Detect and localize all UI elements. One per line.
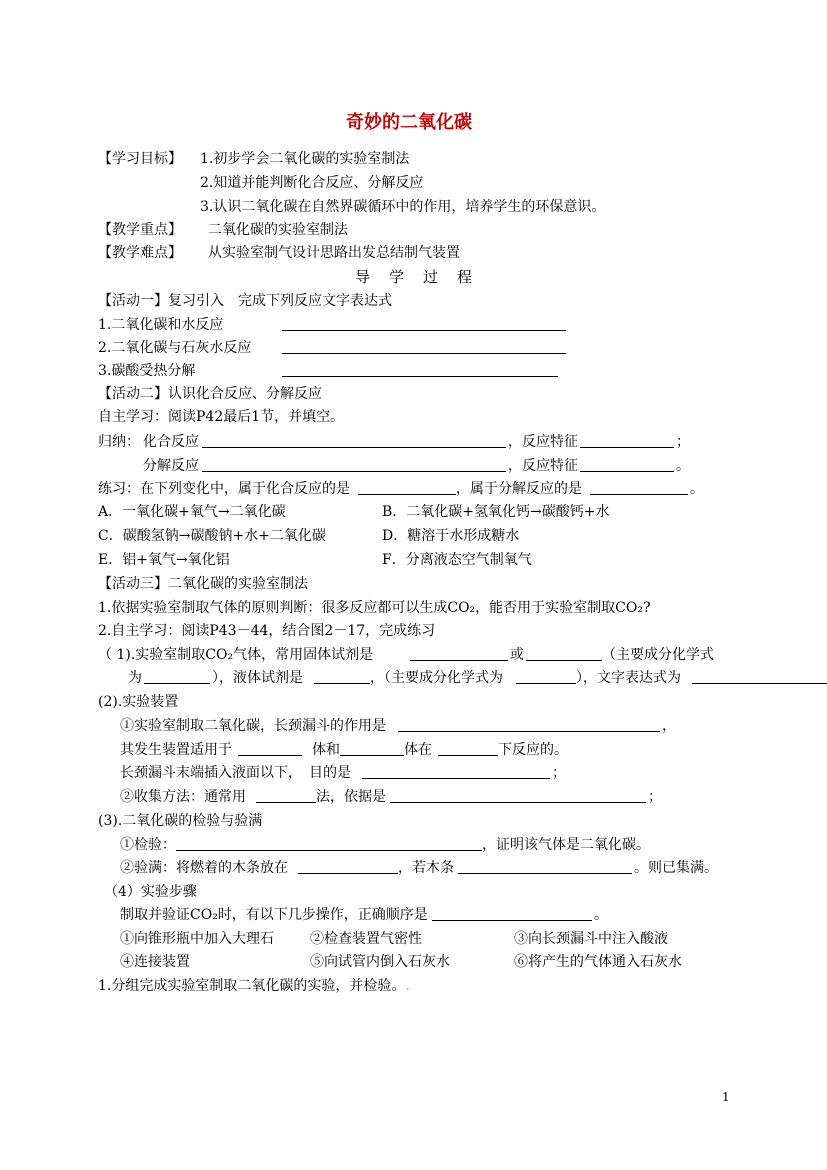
collect-method-blank[interactable] (256, 802, 316, 803)
act3-question-1: 1.依据实验室制取气体的原则判断：很多反应都可以生成CO₂，能否用于实验室制取CO₂? (98, 600, 651, 616)
part2-text-b1: 其发生装置适用于 (120, 742, 232, 758)
act3-question-2: 2.自主学习：阅读P43－44，结合图2－17，完成练习 (98, 623, 436, 639)
page-title: 奇妙的二氧化碳 (346, 112, 472, 133)
purpose-blank[interactable] (362, 778, 550, 779)
step-2: ②检查装置气密性 (310, 931, 422, 947)
part3-text-b1: ②验满：将燃着的木条放在 (120, 860, 288, 876)
act1-item-3: 3.碳酸受热分解 (98, 363, 196, 379)
combine-label: 化合反应 (143, 434, 199, 450)
option-f: F．分离液态空气制氧气 (382, 552, 532, 568)
combine-feature: ，反应特征 (508, 434, 578, 450)
act1-item-1: 1.二氧化碳和水反应 (98, 317, 224, 333)
goals-label: 【学习目标】 (98, 151, 182, 167)
state-blank-1[interactable] (238, 755, 302, 756)
part1-text-e: ），液体试剂是 (212, 670, 303, 686)
condition-blank[interactable] (438, 755, 498, 756)
page-number: 1 (722, 1090, 730, 1104)
part1-text-c: （主要成分化学式 (602, 647, 714, 663)
part3-heading: (3).二氧化碳的检验与验满 (98, 813, 263, 829)
option-b: B．二氧化碳+氢氧化钙→碳酸钙+水 (382, 504, 610, 520)
exercise-blank-1[interactable] (358, 494, 456, 495)
step-5: ⑤向试管内倒入石灰水 (310, 954, 450, 970)
act1-text: 复习引入 完成下列反应文字表达式 (168, 293, 392, 309)
option-c: C．碳酸氢钠→碳酸钠+水+二氧化碳 (98, 528, 326, 544)
step-4: ④连接装置 (120, 954, 190, 970)
decompose-label: 分解反应 (143, 458, 199, 474)
exercise-text-c: 。 (690, 481, 704, 497)
solid-reagent-blank-2[interactable] (526, 660, 602, 661)
act2-self-study: 自主学习：阅读P42最后1节，并填空。 (98, 409, 345, 425)
final-task-text: 1.分组完成实验室制取二氧化碳的实验，并检验。 (98, 978, 406, 994)
liquid-formula-blank[interactable] (516, 683, 576, 684)
difficulty-text: 从实验室制气设计思路出发总结制气装置 (208, 245, 460, 261)
part1-text-a: （ 1).实验室制取CO₂气体，常用固体试剂是 (98, 647, 374, 663)
decorative-dot: . (405, 978, 410, 994)
combine-blank[interactable] (202, 447, 506, 448)
act3-label: 【活动三】 (98, 576, 168, 592)
part2-text-b4: 下反应的。 (498, 742, 568, 758)
part2-text-b2: 体和 (312, 742, 340, 758)
step-1: ①向锥形瓶中加入大理石 (120, 931, 274, 947)
act1-label: 【活动一】 (98, 293, 168, 309)
solid-reagent-blank-1[interactable] (410, 660, 508, 661)
step-3: ③向长颈漏斗中注入酸液 (514, 931, 668, 947)
decompose-end: 。 (676, 458, 690, 474)
equation-blank[interactable] (692, 683, 827, 684)
order-blank[interactable] (432, 920, 592, 921)
part2-text-a-end: ， (662, 718, 676, 734)
act1-blank-1[interactable] (282, 330, 566, 331)
process-title: 导 学 过 程 (355, 268, 475, 286)
solid-formula-blank[interactable] (144, 683, 210, 684)
part3-text-a1: ①检验： (120, 837, 176, 853)
part2-text-a: ①实验室制取二氧化碳，长颈漏斗的作用是 (120, 718, 386, 734)
part2-heading: (2).实验装置 (98, 694, 179, 710)
part1-text-g: ），文字表达式为 (576, 670, 681, 686)
part2-text-d1: ②收集方法：通常用 (120, 789, 246, 805)
key-point-text: 二氧化碳的实验室制法 (208, 222, 348, 238)
part3-text-a2: ，证明该气体是二氧化碳。 (482, 837, 650, 853)
state-blank-2[interactable] (340, 755, 404, 756)
test-blank[interactable] (176, 850, 482, 851)
final-task (98, 977, 410, 995)
part2-text-b3: 体在 (404, 742, 432, 758)
act2-heading (98, 385, 322, 403)
goal-item-3: 3.认识二氧化碳在自然界碳循环中的作用，培养学生的环保意识。 (200, 199, 606, 215)
summary-label: 归纳： (98, 434, 140, 450)
part4-heading: （4）实验步骤 (104, 884, 197, 900)
funnel-role-blank[interactable] (398, 731, 660, 732)
exercise-blank-2[interactable] (590, 494, 688, 495)
option-d: D．糖溶于水形成糖水 (382, 528, 520, 544)
option-e: E．铝+氧气→氧化铝 (98, 552, 230, 568)
act3-text: 二氧化碳的实验室制法 (168, 576, 308, 592)
stick-blank[interactable] (458, 873, 632, 874)
decompose-blank[interactable] (202, 471, 506, 472)
part1-text-f: ，（主要成分化学式为 (370, 670, 503, 686)
exercise-text-a: 练习：在下列变化中，属于化合反应的是 (98, 481, 350, 497)
part1-text-b: 或 (510, 647, 524, 663)
part3-text-b3: 。则已集满。 (634, 860, 718, 876)
goal-item-1: 1.初步学会二氧化碳的实验室制法 (200, 151, 410, 167)
act1-item-2: 2.二氧化碳与石灰水反应 (98, 340, 252, 356)
decompose-feature: ，反应特征 (508, 458, 578, 474)
act2-label: 【活动二】 (98, 386, 168, 402)
liquid-reagent-blank[interactable] (314, 683, 370, 684)
part2-text-c-end: ； (552, 765, 566, 781)
part4-text-a1: 制取并验证CO₂时，有以下几步操作，正确顺序是 (120, 907, 428, 923)
key-point-label: 【教学重点】 (98, 222, 182, 238)
part2-text-d2: 法，依据是 (316, 789, 386, 805)
exercise-text-b: ，属于分解反应的是 (456, 481, 582, 497)
part1-text-d: 为 (128, 670, 142, 686)
place-blank[interactable] (298, 873, 398, 874)
act2-text: 认识化合反应、分解反应 (168, 386, 322, 402)
difficulty-label: 【教学难点】 (98, 245, 182, 261)
goal-item-2: 2.知道并能判断化合反应、分解反应 (200, 175, 424, 191)
combine-feature-blank[interactable] (580, 447, 674, 448)
part4-text-a2: 。 (594, 907, 608, 923)
part2-text-c: 长颈漏斗末端插入液面以下， 目的是 (120, 765, 351, 781)
act1-heading (98, 292, 392, 310)
decompose-feature-blank[interactable] (580, 471, 674, 472)
part2-text-d-end: ； (648, 789, 662, 805)
collect-reason-blank[interactable] (390, 802, 646, 803)
act3-heading (98, 575, 308, 593)
option-a: A．一氧化碳+氧气→二氧化碳 (98, 504, 286, 520)
act1-blank-3[interactable] (282, 376, 558, 377)
part3-text-b2: ，若木条 (398, 860, 454, 876)
step-6: ⑥将产生的气体通入石灰水 (514, 954, 682, 970)
combine-end: ； (676, 434, 690, 450)
act1-blank-2[interactable] (282, 353, 566, 354)
